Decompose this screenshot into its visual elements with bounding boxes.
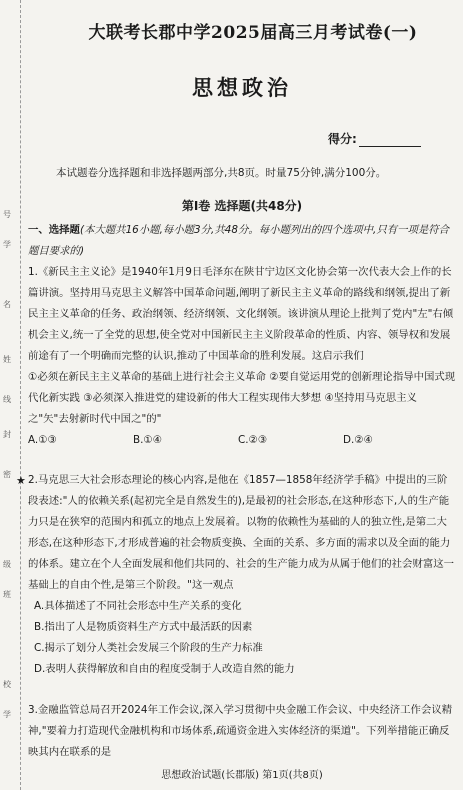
margin-label: 密 bbox=[3, 470, 11, 479]
question-options bbox=[28, 430, 456, 451]
part1-heading: 第Ⅰ卷 选择题(共48分) bbox=[181, 199, 303, 213]
subject-title: 思想政治 bbox=[192, 75, 292, 100]
margin-label: 名 bbox=[3, 300, 11, 309]
score-field bbox=[328, 130, 421, 147]
section-instructions: (本大题共16小题,每小题3分,共48分。每小题列出的四个选项中,只有一项是符合题目要求的) bbox=[28, 224, 450, 257]
margin-label: 级 bbox=[3, 560, 11, 569]
star-icon: ★ bbox=[16, 474, 26, 487]
option-c[interactable]: C.揭示了划分人类社会发展三个阶段的生产力标准 bbox=[34, 642, 263, 654]
page-footer: 思想政治试题(长郡版) 第1页(共8页) bbox=[161, 770, 323, 781]
question-stem: 2.马克思三大社会形态理论的核心内容,是他在《1857—1858年经济学手稿》中提出的三阶段表述:"人的依赖关系(起初完全是自然发生的),是最初的社会形态,在这种形态下,人的生产能力只是在狭窄的范围内和孤立的地点上发展着。以物的依赖性为基础的人的独立性,是第二大形态,在这种形态下,才形成普遍的社会物质变换、全面的关系、多方面的需求以及全面的能力的体系。建立在个人全面发展和他们共同的、社会的生产能力成为从属于他们的社会财富这一基础上的自由个性,是第三个阶段。"这一观点 bbox=[28, 474, 455, 591]
exam-title: 大联考长郡中学2025届高三月考试卷(一) bbox=[88, 23, 418, 43]
question-stem: 3.金融监管总局召开2024年工作会议,深入学习贯彻中央金融工作会议、中央经济工作会议精神,"要着力打造现代金融机构和市场体系,疏通资金进入实体经济的渠道"。下列举措能正确反映其内在联系的是 bbox=[28, 704, 453, 758]
question-1 bbox=[28, 262, 456, 451]
binding-margin bbox=[0, 0, 21, 790]
question-2 bbox=[16, 470, 456, 680]
question-3 bbox=[28, 700, 456, 763]
margin-label: 学 bbox=[3, 710, 11, 719]
margin-label: 学 bbox=[3, 240, 11, 249]
option-d[interactable]: D.②④ bbox=[343, 434, 373, 446]
margin-label: 姓 bbox=[3, 355, 11, 364]
option-c[interactable]: C.②③ bbox=[238, 434, 268, 446]
option-a[interactable]: A.①③ bbox=[28, 434, 57, 446]
section-description bbox=[28, 220, 456, 262]
margin-label: 封 bbox=[3, 430, 11, 439]
exam-page bbox=[16, 0, 456, 790]
margin-label: 校 bbox=[3, 680, 11, 689]
question-stem: 1.《新民主主义论》是1940年1月9日毛泽东在陕甘宁边区文化协会第一次代表大会上作的长篇讲演。坚持用马克思主义解答中国革命问题,阐明了新民主主义革命的路线和纲领,提出了新民主主义革命的任务、政治纲领、经济纲领、文化纲领。该讲演从理论上批判了党内"左"右倾机会主义,统一了全党的思想,使全党对中国新民主主义阶段革命的性质、内容、领导权和发展前途有了一个明确而完整的认识,推动了中国革命的胜利发展。这启示我们 bbox=[28, 266, 454, 362]
question-statements: ①必须在新民主主义革命的基础上进行社会主义革命 ②要自觉运用党的创新理论指导中国式现代化新实践 ③必须深入推进党的建设新的伟大工程实现伟大梦想 ④坚持用马克思主义之"矢"去射新时代中国之"的" bbox=[28, 371, 456, 425]
option-b[interactable]: B.①④ bbox=[133, 434, 163, 446]
option-d[interactable]: D.表明人获得解放和自由的程度受制于人改造自然的能力 bbox=[34, 663, 295, 675]
section-prefix: 一、选择题 bbox=[28, 224, 80, 236]
option-b[interactable]: B.指出了人是物质资料生产方式中最活跃的因素 bbox=[34, 621, 253, 633]
margin-label: 号 bbox=[3, 210, 11, 219]
score-label: 得分: bbox=[328, 132, 357, 146]
exam-intro: 本试题卷分选择题和非选择题两部分,共8页。时量75分钟,满分100分。 bbox=[56, 167, 387, 179]
margin-label: 线 bbox=[3, 395, 11, 404]
margin-label: 班 bbox=[3, 590, 11, 599]
score-blank[interactable] bbox=[359, 134, 421, 147]
option-a[interactable]: A.具体描述了不同社会形态中生产关系的变化 bbox=[34, 600, 242, 612]
